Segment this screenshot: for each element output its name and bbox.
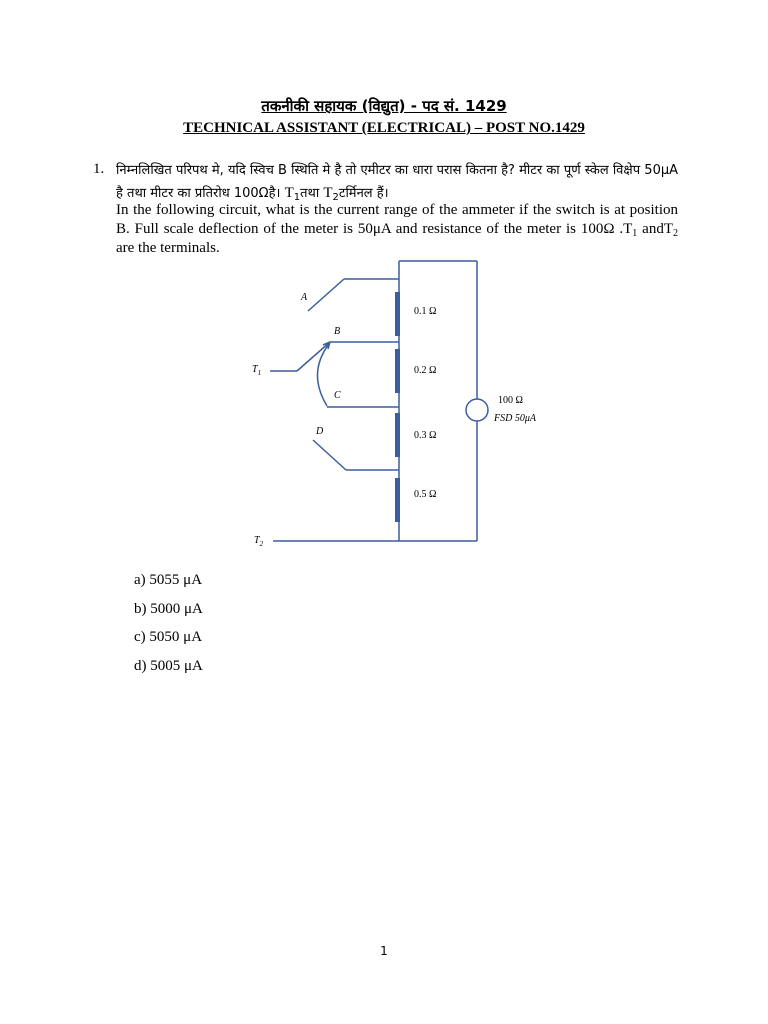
label-r4: 0.5 Ω bbox=[414, 489, 437, 500]
question-hindi-t2: T bbox=[323, 185, 333, 201]
label-t1-sub: 1 bbox=[257, 369, 262, 377]
page-title-english: TECHNICAL ASSISTANT (ELECTRICAL) – POST NO.1429 bbox=[183, 120, 585, 136]
label-b: B bbox=[334, 326, 341, 337]
resistor-r3 bbox=[395, 413, 400, 457]
label-r2: 0.2 Ω bbox=[414, 365, 437, 376]
label-t1 bbox=[252, 364, 261, 377]
question-hindi-t1: T bbox=[284, 185, 294, 201]
label-t1-letter: T bbox=[252, 364, 258, 375]
page-title-hindi: तकनीकी सहायक (विद्युत) - पद सं. 1429 bbox=[261, 97, 507, 115]
option-b: b) 5000 μA bbox=[134, 600, 203, 617]
switch-blade bbox=[297, 342, 330, 371]
option-a: a) 5055 μA bbox=[134, 572, 203, 588]
page-number: 1 bbox=[380, 944, 388, 958]
switch-arc bbox=[317, 344, 329, 406]
question-english-main: In the following circuit, what is the current range of the ammeter if the switch is at position B. Full scale deflection of the meter is 50μA and resistance of the meter is 100Ω .T bbox=[116, 202, 678, 237]
label-meter-fsd: FSD 50μA bbox=[494, 413, 536, 424]
question-english-and: andT bbox=[637, 221, 673, 237]
question-number: 1. bbox=[93, 161, 105, 177]
wire-tap-d-angle bbox=[313, 440, 346, 470]
question-english-t1-sub: 1 bbox=[632, 228, 638, 239]
label-r1: 0.1 Ω bbox=[414, 306, 437, 317]
question-english-end: are the terminals. bbox=[116, 240, 220, 256]
question-hindi-mid: तथा bbox=[300, 186, 324, 201]
answer-options bbox=[134, 571, 203, 685]
meter-icon bbox=[466, 399, 488, 421]
label-t2-sub: 2 bbox=[259, 540, 264, 548]
question-english-t2-sub: 2 bbox=[672, 228, 678, 239]
wire-tap-a-angle bbox=[308, 279, 344, 311]
question-hindi-end: टर्मिनल हैं। bbox=[338, 186, 389, 201]
label-meter-resistance: 100 Ω bbox=[498, 395, 523, 406]
circuit-wires bbox=[270, 261, 477, 541]
label-c: C bbox=[334, 390, 341, 401]
label-d: D bbox=[316, 426, 324, 437]
label-r3: 0.3 Ω bbox=[414, 430, 437, 441]
resistor-r1 bbox=[395, 292, 400, 336]
label-a: A bbox=[301, 292, 308, 303]
question-hindi-t2-sub: 2 bbox=[332, 192, 339, 203]
resistor-r2 bbox=[395, 349, 400, 393]
option-d: d) 5005 μA bbox=[134, 657, 203, 674]
label-t2 bbox=[254, 535, 264, 548]
option-c: c) 5050 μA bbox=[134, 629, 203, 645]
question-hindi-part1: निम्नलिखित परिपथ मे, यदि स्विच B स्थिति मे है तो एमीटर का धारा परास कितना है? मीटर का पूर्ण स्केल विक्षेप 50μA है तथा मीटर का प्रतिरोध 100Ωहै। bbox=[116, 163, 678, 201]
resistor-r4 bbox=[395, 478, 400, 522]
label-t2-letter: T bbox=[254, 535, 260, 546]
question-hindi-t1-sub: 1 bbox=[293, 192, 301, 203]
